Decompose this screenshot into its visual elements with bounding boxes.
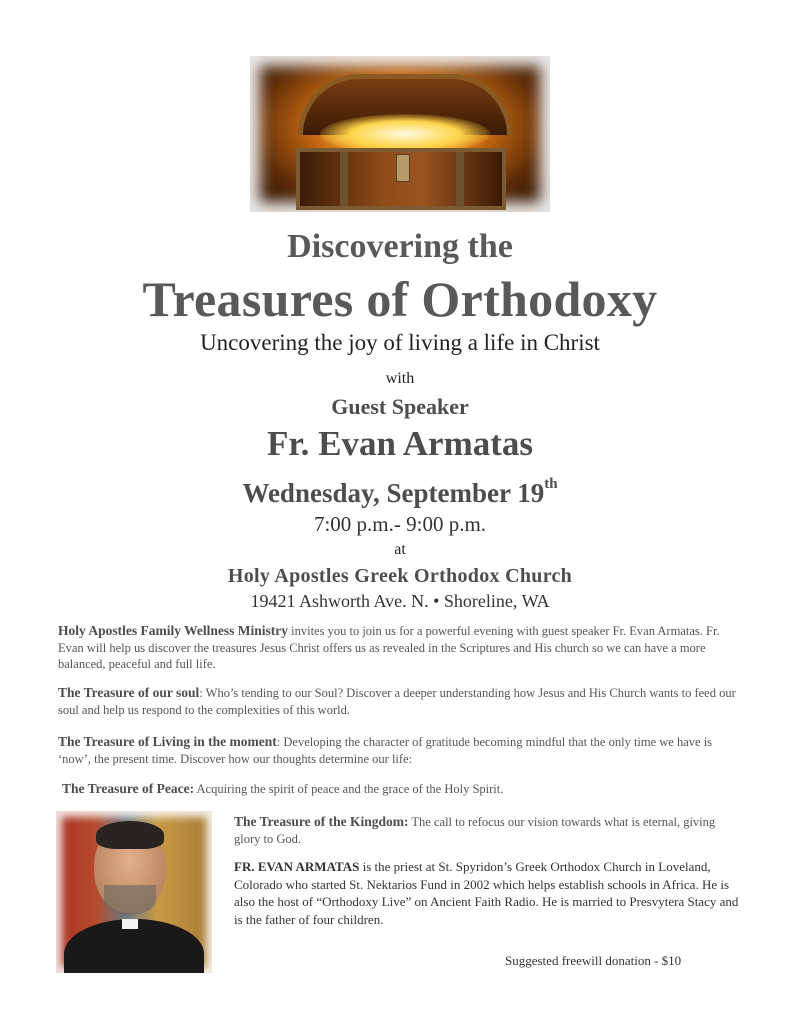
- venue-name: Holy Apostles Greek Orthodox Church: [227, 565, 573, 587]
- treasure-moment: [58, 734, 748, 767]
- intro-lead: Holy Apostles Family Wellness Ministry: [58, 623, 289, 638]
- at-label: at: [394, 541, 406, 558]
- treasure-title: The Treasure of the Kingdom:: [234, 814, 409, 829]
- event-date-text: Wednesday, September 19: [242, 478, 545, 508]
- treasure-text: The call to refocus our vision towards what is eternal, giving glory to God.: [234, 815, 716, 846]
- treasure-kingdom: [234, 814, 744, 847]
- subtitle: Uncovering the joy of living a life in Christ: [200, 330, 600, 355]
- treasure-soul: [58, 685, 748, 718]
- bio-text: is the priest at St. Spyridon’s Greek Orthodox Church in Loveland, Colorado who started St. Nektarios Fund in 2002 which helps establish schools in Africa. He is also the host of “Orthodoxy Live” on Ancient Faith Radio. He is married to Presvytera Stacy and is the father of four children.: [234, 859, 739, 927]
- treasure-title: The Treasure of our soul: [58, 685, 200, 700]
- title-line-1: Discovering the: [287, 228, 513, 265]
- with-label: with: [385, 370, 415, 387]
- treasure-text: : Developing the character of gratitude becoming mindful that the only time we have is ‘now’, the present time. Discover how our thoughts determine our life:: [58, 735, 713, 766]
- page-title: Treasures of Orthodoxy: [142, 271, 658, 327]
- intro-text: invites you to join us for a powerful evening with guest speaker Fr. Evan Armatas. Fr. Evan will help us discover the treasures Jesus Christ offers us as revealed in the Scriptures and His church so we can have a more balanced, peaceful and full life.: [58, 624, 720, 671]
- event-time: 7:00 p.m.- 9:00 p.m.: [313, 512, 487, 536]
- treasure-title: The Treasure of Living in the moment: [58, 734, 277, 749]
- donation-note: Suggested freewill donation - $10: [505, 953, 682, 968]
- speaker-name: Fr. Evan Armatas: [266, 424, 534, 463]
- treasure-peace: [62, 781, 752, 798]
- speaker-bio: [234, 858, 744, 928]
- guest-speaker-label: Guest Speaker: [331, 394, 469, 419]
- speaker-portrait: [56, 811, 212, 973]
- treasure-text: Acquiring the spirit of peace and the grace of the Holy Spirit.: [194, 782, 504, 796]
- event-date: [0, 478, 800, 509]
- treasure-title: The Treasure of Peace:: [62, 781, 195, 796]
- venue-address: 19421 Ashworth Ave. N. • Shoreline, WA: [250, 591, 550, 611]
- treasure-text: : Who’s tending to our Soul? Discover a deeper understanding how Jesus and His Church wants to feed our soul and help us respond to the complexities of this world.: [58, 686, 736, 717]
- intro-paragraph: [58, 623, 748, 673]
- event-date-suffix: th: [544, 476, 558, 492]
- bio-name: FR. EVAN ARMATAS: [234, 859, 360, 874]
- treasure-chest-image: [250, 56, 550, 212]
